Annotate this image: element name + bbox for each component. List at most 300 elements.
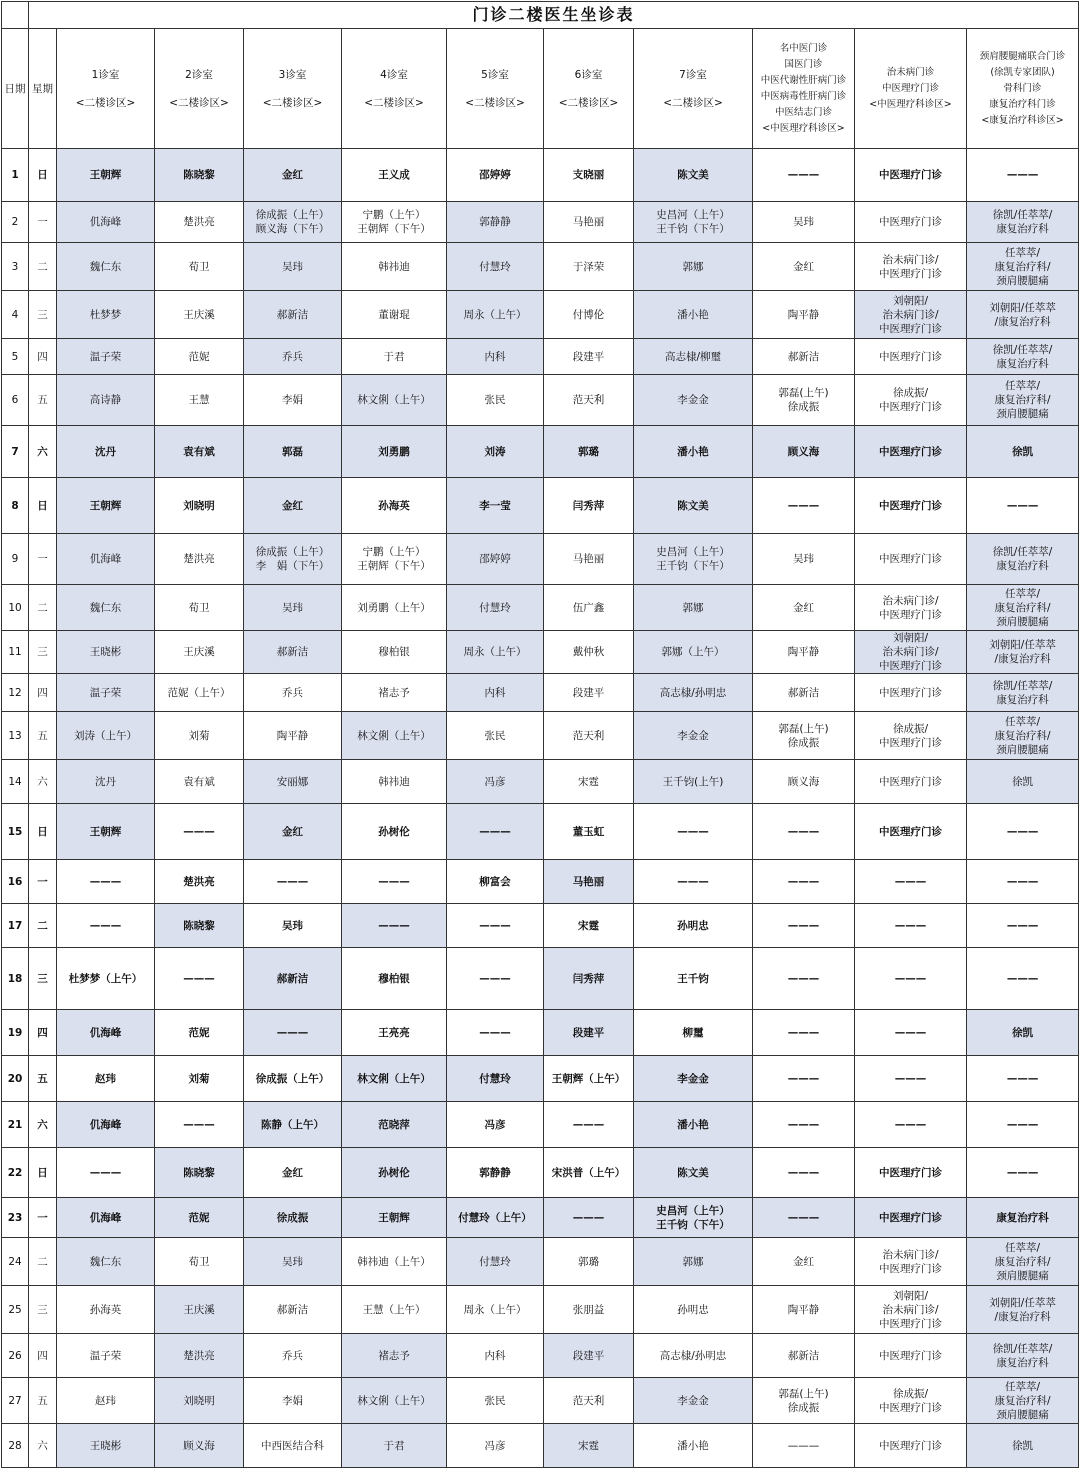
schedule-cell: 徐凯 [967, 1010, 1079, 1056]
table-row [2, 1334, 1079, 1378]
schedule-cell: 徐凯/任萃萃/ 康复治疗科 [967, 534, 1079, 585]
weekday-cell: 一 [29, 1198, 57, 1238]
date-cell: 9 [2, 534, 29, 585]
schedule-cell: ——— [753, 860, 855, 904]
schedule-cell: 温子荣 [57, 1334, 155, 1378]
schedule-cell: ——— [855, 948, 967, 1010]
schedule-cell: 宋霆 [544, 760, 634, 804]
schedule-cell: 郭娜 [634, 1238, 753, 1286]
schedule-cell: 魏仁东 [57, 243, 155, 291]
schedule-cell: 周永（上午） [447, 291, 544, 339]
schedule-cell: 郭娜（上午） [634, 631, 753, 674]
schedule-cell: 任萃萃/ 康复治疗科/ 颈肩腰腿痛 [967, 1378, 1079, 1424]
schedule-cell: 中医理疗门诊 [855, 534, 967, 585]
schedule-cell: ——— [544, 1198, 634, 1238]
schedule-cell: 魏仁东 [57, 585, 155, 631]
schedule-cell: 乔兵 [244, 339, 342, 375]
column-header: 名中医门诊 国医门诊 中医代谢性肝病门诊 中医病毒性肝病门诊 中医结志门诊 <中医理疗科诊区> [753, 29, 855, 149]
schedule-cell: 付慧玲 [447, 243, 544, 291]
schedule-cell: 徐凯/任萃萃/ 康复治疗科 [967, 339, 1079, 375]
schedule-cell: 任萃萃/ 康复治疗科/ 颈肩腰腿痛 [967, 243, 1079, 291]
schedule-cell: 陈晓黎 [155, 904, 244, 948]
weekday-cell: 二 [29, 904, 57, 948]
schedule-cell: 金红 [244, 804, 342, 860]
schedule-cell: 高志棣/孙明忠 [634, 674, 753, 712]
schedule-cell: ——— [57, 904, 155, 948]
schedule-cell: 孙明忠 [634, 1286, 753, 1334]
schedule-cell: 荀卫 [155, 585, 244, 631]
schedule-cell: 王朝辉 [57, 149, 155, 202]
schedule-cell: 徐凯 [967, 760, 1079, 804]
schedule-cell: 刘晓明 [155, 478, 244, 534]
schedule-cell: 刘朝阳/任萃萃 /康复治疗科 [967, 291, 1079, 339]
date-cell: 26 [2, 1334, 29, 1378]
schedule-cell: 刘朝阳/ 治未病门诊/ 中医理疗门诊 [855, 291, 967, 339]
schedule-cell: ——— [634, 860, 753, 904]
schedule-cell: 徐成振/ 中医理疗门诊 [855, 375, 967, 426]
schedule-cell: 王晓彬 [57, 1424, 155, 1468]
schedule-cell: 陈晓黎 [155, 1148, 244, 1198]
weekday-cell: 一 [29, 860, 57, 904]
date-cell: 17 [2, 904, 29, 948]
schedule-cell: 金红 [753, 585, 855, 631]
date-cell: 20 [2, 1056, 29, 1102]
schedule-cell: 安丽娜 [244, 760, 342, 804]
table-row [2, 712, 1079, 760]
schedule-cell: 付慧玲 [447, 585, 544, 631]
schedule-cell: 李金金 [634, 1378, 753, 1424]
schedule-cell: 王朝辉 [342, 1198, 447, 1238]
schedule-cell: ——— [447, 804, 544, 860]
schedule-cell: 韩祎迪 [342, 760, 447, 804]
schedule-cell: ——— [753, 149, 855, 202]
schedule-cell: ——— [967, 478, 1079, 534]
schedule-cell: 荀卫 [155, 1238, 244, 1286]
schedule-cell: 楚洪亮 [155, 1334, 244, 1378]
schedule-cell: 中医理疗门诊 [855, 149, 967, 202]
schedule-cell: 郭磊(上午) 徐成振 [753, 1378, 855, 1424]
table-row [2, 291, 1079, 339]
schedule-cell: 中医理疗门诊 [855, 804, 967, 860]
column-header: 3诊室 <二楼诊区> [244, 29, 342, 149]
date-cell: 14 [2, 760, 29, 804]
schedule-cell: 刘菊 [155, 1056, 244, 1102]
schedule-cell: 王慧（上午） [342, 1286, 447, 1334]
schedule-cell: ——— [342, 860, 447, 904]
date-cell: 8 [2, 478, 29, 534]
schedule-cell: 孙树伦 [342, 1148, 447, 1198]
weekday-cell: 二 [29, 585, 57, 631]
schedule-cell: 史昌河（上午） 王千钧（下午） [634, 534, 753, 585]
schedule-cell: 高诗静 [57, 375, 155, 426]
weekday-cell: 六 [29, 1424, 57, 1468]
date-cell: 25 [2, 1286, 29, 1334]
schedule-cell: 范天利 [544, 712, 634, 760]
schedule-cell: 徐成振/ 中医理疗门诊 [855, 1378, 967, 1424]
schedule-cell: 王庆溪 [155, 631, 244, 674]
schedule-cell: 刘朝阳/任萃萃 /康复治疗科 [967, 1286, 1079, 1334]
schedule-cell: 楚洪亮 [155, 860, 244, 904]
schedule-cell: 郝新洁 [244, 1286, 342, 1334]
schedule-cell: 李娟 [244, 1378, 342, 1424]
table-row [2, 585, 1079, 631]
schedule-cell: 邵婷婷 [447, 149, 544, 202]
schedule-cell: 仉海峰 [57, 534, 155, 585]
schedule-cell: ——— [544, 1102, 634, 1148]
table-row [2, 674, 1079, 712]
weekday-cell: 三 [29, 948, 57, 1010]
schedule-cell: 顾义海 [753, 426, 855, 478]
schedule-cell: 高志棣/孙明忠 [634, 1334, 753, 1378]
weekday-cell: 二 [29, 1238, 57, 1286]
schedule-cell: ——— [855, 1102, 967, 1148]
schedule-cell: 王千钧 [634, 948, 753, 1010]
schedule-cell: 褚志予 [342, 1334, 447, 1378]
schedule-cell: 顾义海 [753, 760, 855, 804]
schedule-cell: 韩祎迪 [342, 243, 447, 291]
schedule-cell: 郭璐 [544, 1238, 634, 1286]
date-cell: 1 [2, 149, 29, 202]
schedule-cell: 宋霆 [544, 1424, 634, 1468]
schedule-cell: 王庆溪 [155, 291, 244, 339]
schedule-cell: 李一莹 [447, 478, 544, 534]
schedule-cell: 段建平 [544, 339, 634, 375]
schedule-cell: 冯彦 [447, 1424, 544, 1468]
table-row [2, 904, 1079, 948]
table-row [2, 1102, 1079, 1148]
schedule-cell: 郝新洁 [244, 631, 342, 674]
schedule-cell: 金红 [244, 1148, 342, 1198]
schedule-cell: 吴玮 [244, 243, 342, 291]
schedule-cell: 中医理疗门诊 [855, 478, 967, 534]
date-cell: 6 [2, 375, 29, 426]
schedule-cell: 宋霆 [544, 904, 634, 948]
schedule-cell: 治未病门诊/ 中医理疗门诊 [855, 1238, 967, 1286]
schedule-cell: ——— [967, 904, 1079, 948]
schedule-cell: 乔兵 [244, 674, 342, 712]
date-cell: 7 [2, 426, 29, 478]
schedule-cell: 王千钧(上午) [634, 760, 753, 804]
schedule-cell: ——— [634, 804, 753, 860]
schedule-cell: 治未病门诊/ 中医理疗门诊 [855, 585, 967, 631]
weekday-cell: 四 [29, 1334, 57, 1378]
weekday-cell: 一 [29, 534, 57, 585]
schedule-cell: 陈静（上午） [244, 1102, 342, 1148]
schedule-cell: 韩祎迪（上午） [342, 1238, 447, 1286]
schedule-cell: 徐凯/任萃萃/ 康复治疗科 [967, 1334, 1079, 1378]
schedule-cell: 中医理疗门诊 [855, 1424, 967, 1468]
schedule-cell: 荀卫 [155, 243, 244, 291]
schedule-cell: ——— [447, 1010, 544, 1056]
schedule-cell: 徐成振/ 中医理疗门诊 [855, 712, 967, 760]
schedule-cell: 郝新洁 [753, 339, 855, 375]
schedule-cell: 徐成振（上午） 李 娟（下午） [244, 534, 342, 585]
schedule-cell: 王朝辉 [57, 478, 155, 534]
schedule-cell: 范晓萍 [342, 1102, 447, 1148]
schedule-cell: 宁鹏（上午） 王朝辉（下午） [342, 202, 447, 243]
schedule-cell: 任萃萃/ 康复治疗科/ 颈肩腰腿痛 [967, 375, 1079, 426]
date-cell: 2 [2, 202, 29, 243]
schedule-cell: 任萃萃/ 康复治疗科/ 颈肩腰腿痛 [967, 712, 1079, 760]
weekday-cell: 六 [29, 426, 57, 478]
column-header: 7诊室 <二楼诊区> [634, 29, 753, 149]
column-header: 治未病门诊 中医理疗门诊 <中医理疗科诊区> [855, 29, 967, 149]
schedule-cell: 马艳丽 [544, 202, 634, 243]
schedule-cell: 内科 [447, 1334, 544, 1378]
schedule-cell: 郭娜 [634, 243, 753, 291]
schedule-cell: 吴玮 [244, 1238, 342, 1286]
date-cell: 18 [2, 948, 29, 1010]
schedule-cell: 张朋益 [544, 1286, 634, 1334]
schedule-cell: 中医理疗门诊 [855, 674, 967, 712]
date-cell: 15 [2, 804, 29, 860]
date-cell: 28 [2, 1424, 29, 1468]
schedule-cell: ——— [753, 948, 855, 1010]
schedule-cell: 金红 [753, 1238, 855, 1286]
schedule-cell: 郭娜 [634, 585, 753, 631]
weekday-cell: 四 [29, 339, 57, 375]
weekday-cell: 日 [29, 804, 57, 860]
schedule-cell: 戴仲秋 [544, 631, 634, 674]
schedule-cell: 陈文美 [634, 149, 753, 202]
column-header: 星期 [29, 29, 57, 149]
schedule-cell: 康复治疗科 [967, 1198, 1079, 1238]
schedule-cell: 范天利 [544, 1378, 634, 1424]
schedule-cell: 中医理疗门诊 [855, 339, 967, 375]
schedule-cell: 中医理疗门诊 [855, 1334, 967, 1378]
schedule-cell: ——— [855, 1056, 967, 1102]
schedule-cell: 徐凯/任萃萃/ 康复治疗科 [967, 202, 1079, 243]
schedule-cell: 仉海峰 [57, 1198, 155, 1238]
table-row [2, 948, 1079, 1010]
column-header: 1诊室 <二楼诊区> [57, 29, 155, 149]
weekday-cell: 五 [29, 1056, 57, 1102]
table-row [2, 631, 1079, 674]
schedule-cell: 董谢琨 [342, 291, 447, 339]
date-cell: 27 [2, 1378, 29, 1424]
schedule-cell: 中医理疗门诊 [855, 1148, 967, 1198]
schedule-cell: 刘涛（上午） [57, 712, 155, 760]
table-row [2, 339, 1079, 375]
schedule-cell: 吴玮 [753, 534, 855, 585]
schedule-cell: 张民 [447, 712, 544, 760]
schedule-cell: 王朝辉（上午） [544, 1056, 634, 1102]
table-row [2, 149, 1079, 202]
schedule-cell: 仉海峰 [57, 1010, 155, 1056]
schedule-cell: 徐成振（上午） 顾义海（下午） [244, 202, 342, 243]
schedule-cell: 顾义海 [155, 1424, 244, 1468]
schedule-cell: 陶平静 [753, 631, 855, 674]
column-header: 5诊室 <二楼诊区> [447, 29, 544, 149]
schedule-cell: 林文俐（上午） [342, 1056, 447, 1102]
title-spacer [2, 2, 29, 29]
schedule-cell: ——— [855, 1010, 967, 1056]
schedule-cell: 马艳丽 [544, 534, 634, 585]
schedule-cell: 王晓彬 [57, 631, 155, 674]
date-cell: 11 [2, 631, 29, 674]
schedule-cell: 闫秀萍 [544, 478, 634, 534]
schedule-cell: 陶平静 [753, 291, 855, 339]
schedule-cell: ——— [753, 1148, 855, 1198]
schedule-cell: 王朝辉 [57, 804, 155, 860]
schedule-cell: 中医理疗门诊 [855, 202, 967, 243]
schedule-cell: 郝新洁 [753, 1334, 855, 1378]
schedule-cell: 范妮 [155, 339, 244, 375]
column-header: 2诊室 <二楼诊区> [155, 29, 244, 149]
schedule-cell: 柳富会 [447, 860, 544, 904]
date-cell: 10 [2, 585, 29, 631]
schedule-cell: 吴玮 [244, 585, 342, 631]
schedule-cell: 冯彦 [447, 760, 544, 804]
schedule-cell: 范妮 [155, 1198, 244, 1238]
weekday-cell: 五 [29, 375, 57, 426]
schedule-cell: 郭磊(上午) 徐成振 [753, 712, 855, 760]
schedule-cell: 楚洪亮 [155, 202, 244, 243]
schedule-cell: 于君 [342, 339, 447, 375]
schedule-cell: ——— [967, 948, 1079, 1010]
schedule-cell: ——— [342, 904, 447, 948]
schedule-cell: 刘朝阳/ 治未病门诊/ 中医理疗门诊 [855, 1286, 967, 1334]
schedule-cell: ——— [155, 948, 244, 1010]
schedule-cell: 徐成振 [244, 1198, 342, 1238]
weekday-cell: 六 [29, 760, 57, 804]
schedule-cell: 郭璐 [544, 426, 634, 478]
weekday-cell: 五 [29, 712, 57, 760]
table-row [2, 1010, 1079, 1056]
schedule-cell: 于君 [342, 1424, 447, 1468]
schedule-cell: 中西医结合科 [244, 1424, 342, 1468]
schedule-cell: 赵玮 [57, 1056, 155, 1102]
weekday-cell: 四 [29, 1010, 57, 1056]
schedule-cell: 郝新洁 [753, 674, 855, 712]
schedule-cell: 付博伦 [544, 291, 634, 339]
schedule-cell: ——— [753, 1010, 855, 1056]
schedule-cell: ——— [753, 1056, 855, 1102]
schedule-cell: 段建平 [544, 1010, 634, 1056]
schedule-cell: ——— [753, 904, 855, 948]
table-row [2, 478, 1079, 534]
schedule-cell: 仉海峰 [57, 202, 155, 243]
date-cell: 23 [2, 1198, 29, 1238]
schedule-cell: 潘小艳 [634, 426, 753, 478]
schedule-cell: 范天利 [544, 375, 634, 426]
column-header: 4诊室 <二楼诊区> [342, 29, 447, 149]
schedule-cell: ——— [447, 948, 544, 1010]
schedule-cell: 马艳丽 [544, 860, 634, 904]
schedule-cell: 徐成振（上午） [244, 1056, 342, 1102]
schedule-cell: 温子荣 [57, 339, 155, 375]
schedule-cell: ——— [57, 1148, 155, 1198]
schedule-cell: 中医理疗门诊 [855, 1198, 967, 1238]
schedule-cell: 仉海峰 [57, 1102, 155, 1148]
schedule-cell: 任萃萃/ 康复治疗科/ 颈肩腰腿痛 [967, 1238, 1079, 1286]
date-cell: 12 [2, 674, 29, 712]
table-row [2, 1056, 1079, 1102]
schedule-cell: 周永（上午） [447, 631, 544, 674]
schedule-cell: ——— [967, 804, 1079, 860]
schedule-cell: 郭静静 [447, 202, 544, 243]
schedule-cell: 中医理疗门诊 [855, 426, 967, 478]
table-row [2, 860, 1079, 904]
schedule-cell: 徐凯 [967, 1424, 1079, 1468]
date-cell: 4 [2, 291, 29, 339]
date-cell: 22 [2, 1148, 29, 1198]
schedule-cell: 宁鹏（上午） 王朝辉（下午） [342, 534, 447, 585]
schedule-cell: 范妮（上午） [155, 674, 244, 712]
schedule-cell: 楚洪亮 [155, 534, 244, 585]
schedule-cell: 伍广鑫 [544, 585, 634, 631]
weekday-cell: 三 [29, 1286, 57, 1334]
table-row [2, 243, 1079, 291]
weekday-cell: 日 [29, 1148, 57, 1198]
table-row [2, 1238, 1079, 1286]
date-cell: 16 [2, 860, 29, 904]
schedule-cell: 陈晓黎 [155, 149, 244, 202]
schedule-cell: 吴玮 [753, 202, 855, 243]
schedule-cell: 林文俐（上午） [342, 1378, 447, 1424]
schedule-cell: 潘小艳 [634, 1102, 753, 1148]
weekday-cell: 日 [29, 478, 57, 534]
schedule-cell: 王慧 [155, 375, 244, 426]
schedule-cell: 段建平 [544, 1334, 634, 1378]
schedule-cell: ——— [155, 804, 244, 860]
schedule-cell: ——— [967, 1102, 1079, 1148]
schedule-cell: ——— [753, 1198, 855, 1238]
schedule-cell: 治未病门诊/ 中医理疗门诊 [855, 243, 967, 291]
schedule-cell: 于泽荣 [544, 243, 634, 291]
schedule-cell: 郭静静 [447, 1148, 544, 1198]
date-cell: 5 [2, 339, 29, 375]
schedule-cell: 史昌河（上午） 王千钧（下午） [634, 202, 753, 243]
schedule-cell: 邵婷婷 [447, 534, 544, 585]
schedule-cell: ——— [244, 860, 342, 904]
table-row [2, 760, 1079, 804]
schedule-cell: 周永（上午） [447, 1286, 544, 1334]
schedule-cell: 王义成 [342, 149, 447, 202]
schedule-cell: 孙海英 [57, 1286, 155, 1334]
schedule-cell: 郭磊 [244, 426, 342, 478]
weekday-cell: 五 [29, 1378, 57, 1424]
schedule-cell: 王亮亮 [342, 1010, 447, 1056]
table-row [2, 426, 1079, 478]
schedule-cell: 闫秀萍 [544, 948, 634, 1010]
schedule-cell: 柳璽 [634, 1010, 753, 1056]
schedule-cell: ——— [967, 1056, 1079, 1102]
schedule-cell: 陶平静 [753, 1286, 855, 1334]
schedule-cell: 刘勇鹏（上午） [342, 585, 447, 631]
schedule-cell: 徐凯 [967, 426, 1079, 478]
schedule-table [1, 1, 1079, 1468]
schedule-cell: 董玉虹 [544, 804, 634, 860]
schedule-cell: ——— [855, 904, 967, 948]
schedule-cell: 刘朝阳/任萃萃 /康复治疗科 [967, 631, 1079, 674]
schedule-cell: 张民 [447, 375, 544, 426]
weekday-cell: 一 [29, 202, 57, 243]
schedule-cell: 内科 [447, 339, 544, 375]
schedule-cell: 宋洪普（上午） [544, 1148, 634, 1198]
schedule-cell: 张民 [447, 1378, 544, 1424]
column-header: 日期 [2, 29, 29, 149]
schedule-cell: 孙树伦 [342, 804, 447, 860]
schedule-cell: ——— [967, 149, 1079, 202]
schedule-cell: ——— [753, 1424, 855, 1468]
schedule-cell: 段建平 [544, 674, 634, 712]
schedule-cell: 穆柏银 [342, 631, 447, 674]
weekday-cell: 三 [29, 291, 57, 339]
schedule-cell: ——— [855, 860, 967, 904]
schedule-cell: 陈文美 [634, 478, 753, 534]
weekday-cell: 日 [29, 149, 57, 202]
